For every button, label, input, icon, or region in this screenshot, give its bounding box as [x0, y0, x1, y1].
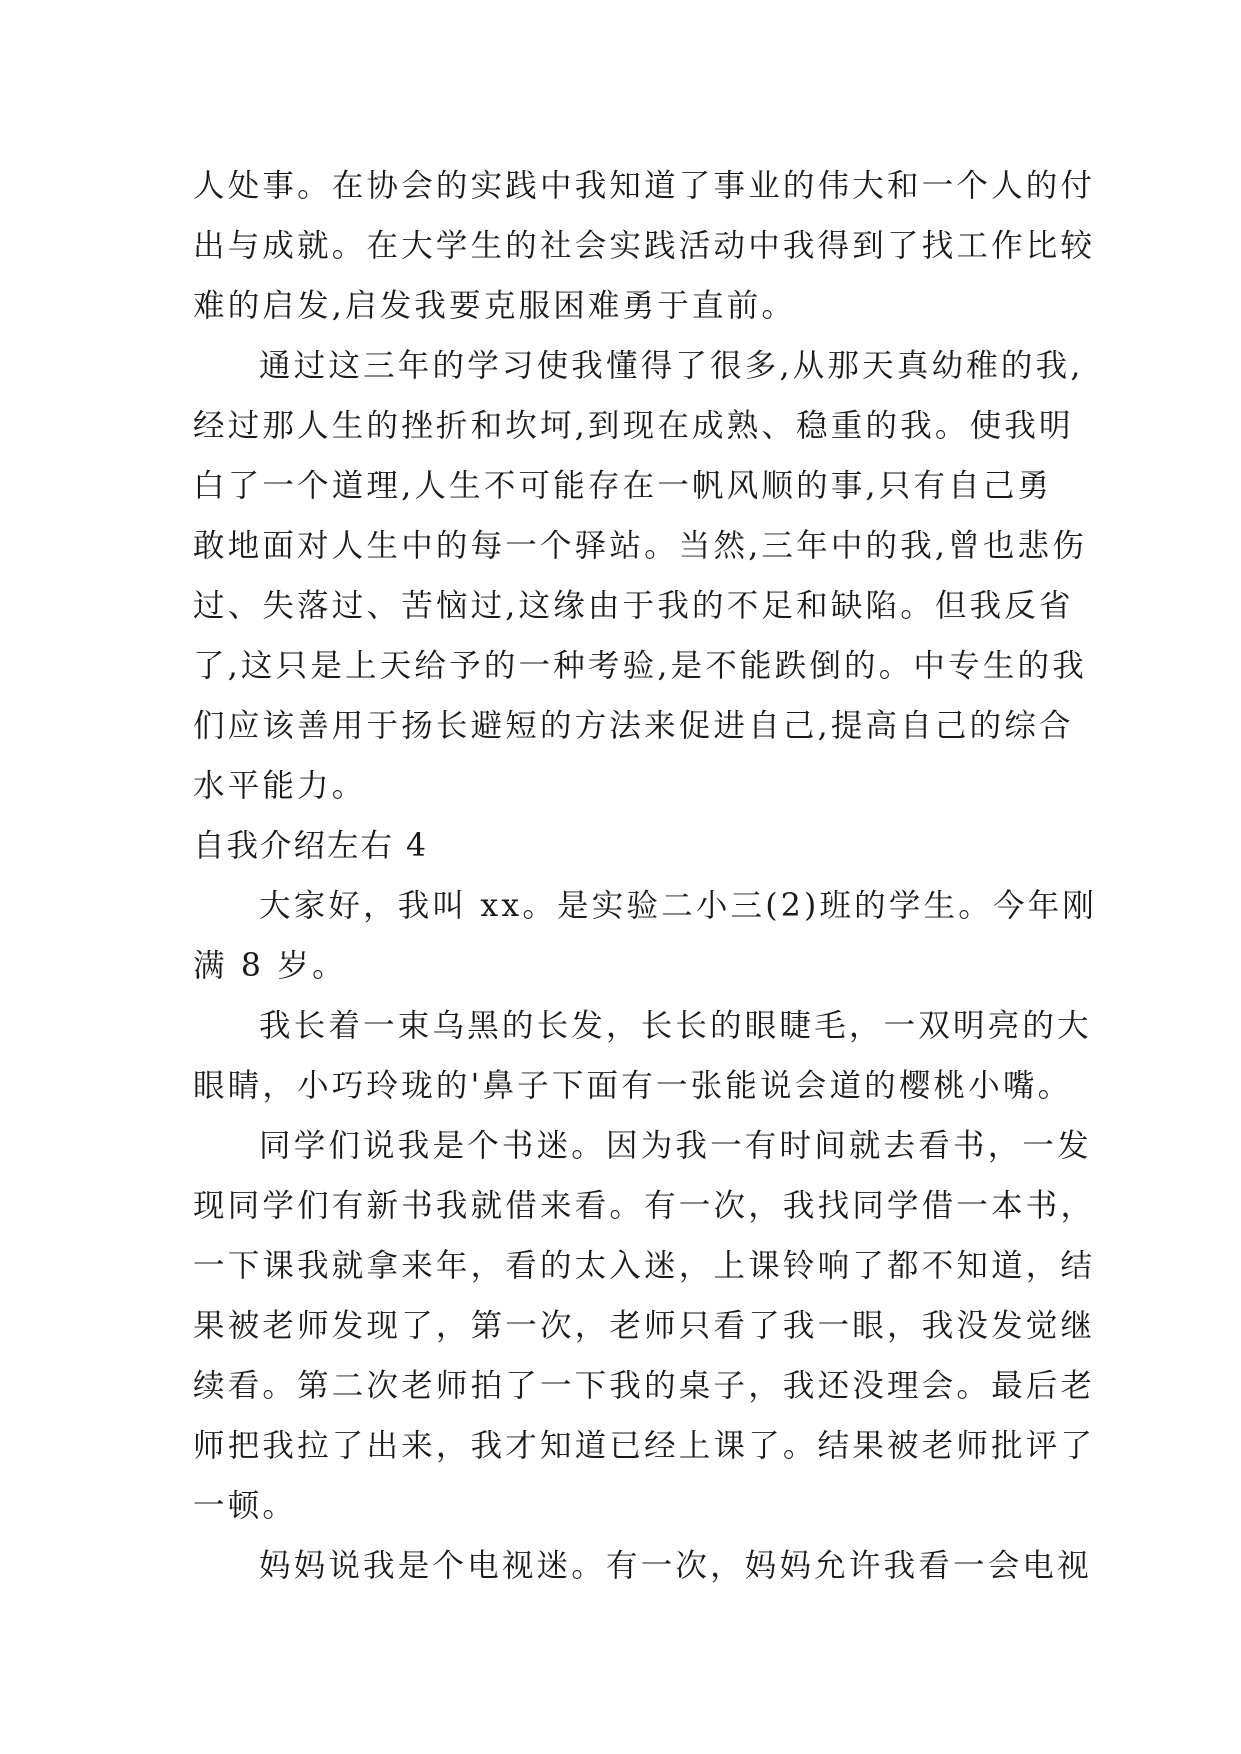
text-line: 满 8 岁。: [193, 948, 347, 984]
text-line: 同学们说我是个书迷。因为我一有时间就去看书，一发: [259, 1128, 1092, 1164]
paragraph-1: [193, 156, 1096, 336]
text-line: 敢地面对人生中的每一个驿站。当然,三年中的我,曾也悲伤: [193, 528, 1087, 564]
text-line: 经过那人生的挫折和坎坷,到现在成熟、稳重的我。使我明: [193, 408, 1074, 444]
document-page: [193, 156, 1098, 1596]
text-line: 白了一个道理,人生不可能存在一帆风顺的事,只有自己勇: [193, 468, 1053, 504]
text-line: 们应该善用于扬长避短的方法来促进自己,提高自己的综合: [193, 708, 1074, 744]
text-line: 出与成就。在大学生的社会实践活动中我得到了找工作比较: [193, 228, 1096, 264]
text-line: 大家好，我叫 xx。是实验二小三(2)班的学生。今年刚: [259, 888, 1098, 924]
text-line: 我长着一束乌黑的长发，长长的眼睫毛，一双明亮的大: [259, 1008, 1092, 1044]
paragraph-2: [193, 336, 1087, 816]
text-line: 过、失落过、苦恼过,这缘由于我的不足和缺陷。但我反省: [193, 588, 1074, 624]
text-line: 果被老师发现了，第一次，老师只看了我一眼，我没发觉继: [193, 1308, 1096, 1344]
text-line: 师把我拉了出来，我才知道已经上课了。结果被老师批评了: [193, 1428, 1096, 1464]
paragraph-6: [193, 1536, 1092, 1596]
text-line: 现同学们有新书我就借来看。有一次，我找同学借一本书，: [193, 1188, 1096, 1224]
text-line: 续看。第二次老师拍了一下我的桌子，我还没理会。最后老: [193, 1368, 1096, 1404]
text-line: 了,这只是上天给予的一种考验,是不能跌倒的。中专生的我: [193, 648, 1087, 684]
text-line: 难的启发,启发我要克服困难勇于直前。: [193, 288, 797, 324]
text-line: 一下课我就拿来年，看的太入迷，上课铃响了都不知道，结: [193, 1248, 1096, 1284]
text-line: 水平能力。: [193, 768, 367, 804]
text-line: 一顿。: [193, 1488, 298, 1524]
text-line: 通过这三年的学习使我懂得了很多,从那天真幼稚的我,: [259, 348, 1084, 384]
text-line: 妈妈说我是个电视迷。有一次，妈妈允许我看一会电视: [259, 1548, 1092, 1584]
text-line: 眼睛，小巧玲珑的'鼻子下面有一张能说会道的樱桃小嘴。: [193, 1068, 1073, 1104]
paragraph-4: [193, 996, 1092, 1116]
heading-text: 自我介绍左右 4: [193, 828, 429, 864]
text-line: 人处事。在协会的实践中我知道了事业的伟大和一个人的付: [193, 168, 1096, 204]
paragraph-5: [193, 1116, 1096, 1536]
paragraph-3: [193, 876, 1098, 996]
section-heading: [193, 816, 1053, 876]
